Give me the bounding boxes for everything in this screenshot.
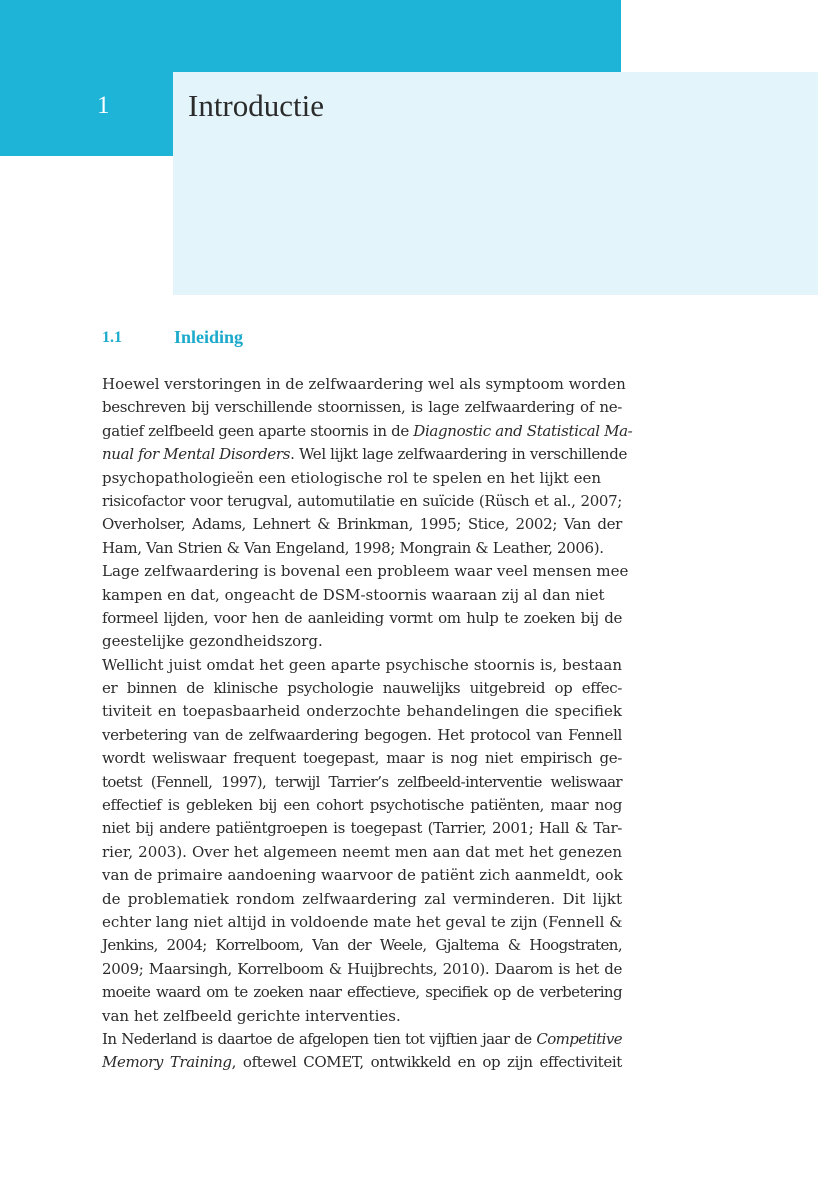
text-line: de problematiek rondom zelfwaardering zal verminderen. Dit lijkt [102,889,622,908]
italic-term: Memory Training [102,1053,232,1072]
italic-term: Competitive [536,1029,622,1048]
text-line: niet bij andere patiëntgroepen is toegepast (Tarrier, 2001; Hall & Tar- [102,819,622,838]
text-line: 2009; Maarsingh, Korrelboom & Huijbrechts, 2010). Daarom is het de [102,959,622,978]
text-line: van de primaire aandoening waarvoor de patiënt zich aanmeldt, ook [102,866,623,885]
text-line [102,443,628,466]
text-line: verbetering van de zelfwaardering begogen. Het protocol van Fennell [102,725,622,744]
text-line: risicofactor voor terugval, automutilatie en suïcide (Rüsch et al., 2007; [102,491,622,510]
text-line [102,420,633,443]
text-line: van het zelfbeeld gerichte interventies. [102,1006,401,1025]
section-title: Inleiding [174,327,244,347]
text-line: toetst (Fennell, 1997), terwijl Tarrier’s zelfbeeld-interventie weliswaar [102,772,622,791]
text-line: formeel lijden, voor hen de aanleiding vormt om hulp te zoeken bij de [102,608,622,627]
text-line: effectief is gebleken bij een cohort psychotische patiënten, maar nog [102,796,622,815]
text-line: echter lang niet altijd in voldoende mate het geval te zijn (Fennell & [102,912,623,931]
section-number: 1.1 [102,329,122,346]
text-line: Jenkins, 2004; Korrelboom, Van der Weele, Gjaltema & Hoogstraten, [102,936,622,955]
italic-title: Diagnostic and Statistical Ma- [413,421,633,440]
text-line: beschreven bij verschillende stoornissen, is lage zelfwaardering of ne- [102,398,622,417]
text-line: er binnen de klinische psychologie nauwelijks uitgebreid op effec- [102,679,622,698]
text-line: Ham, Van Strien & Van Engeland, 1998; Mongrain & Leather, 2006). [102,538,604,557]
text-line: Overholser, Adams, Lehnert & Brinkman, 1995; Stice, 2002; Van der [102,515,622,534]
text-line: Lage zelfwaardering is bovenal een probleem waar veel mensen mee [102,562,629,581]
text-run: gatief zelfbeeld geen aparte stoornis in de [102,421,414,440]
text-line: wordt weliswaar frequent toegepast, maar is nog niet empirisch ge- [102,749,622,768]
text-line [102,1051,622,1074]
italic-title: nual for Mental Disorders [102,445,291,464]
text-line: psychopathologieën een etiologische rol te spelen en het lijkt een [102,468,601,487]
text-line: kampen en dat, ongeacht de DSM-stoornis waaraan zij al dan niet [102,585,605,604]
chapter-number: 1 [97,92,111,119]
text-line: Wellicht juist omdat het geen aparte psychische stoornis is, bestaan [102,655,622,674]
chapter-title: Introductie [188,88,325,123]
text-line [102,1028,622,1051]
text-line: geestelijke gezondheidszorg. [102,632,323,651]
text-line: moeite waard om te zoeken naar effectieve, specifiek op de verbetering [102,983,622,1002]
text-line: rier, 2003). Over het algemeen neemt men aan dat met het genezen [102,842,622,861]
body-text [102,373,633,1075]
text-run: . Wel lijkt lage zelfwaardering in verschillende [290,445,628,464]
text-line: tiviteit en toepasbaarheid onderzochte behandelingen die specifiek [102,702,622,721]
text-run: In Nederland is daartoe de afgelopen tien tot vijftien jaar de [102,1029,537,1048]
text-line: Hoewel verstoringen in de zelfwaardering wel als symptoom worden [102,375,626,393]
text-run: , oftewel COMET, ontwikkeld en op zijn effectiviteit [231,1053,622,1072]
